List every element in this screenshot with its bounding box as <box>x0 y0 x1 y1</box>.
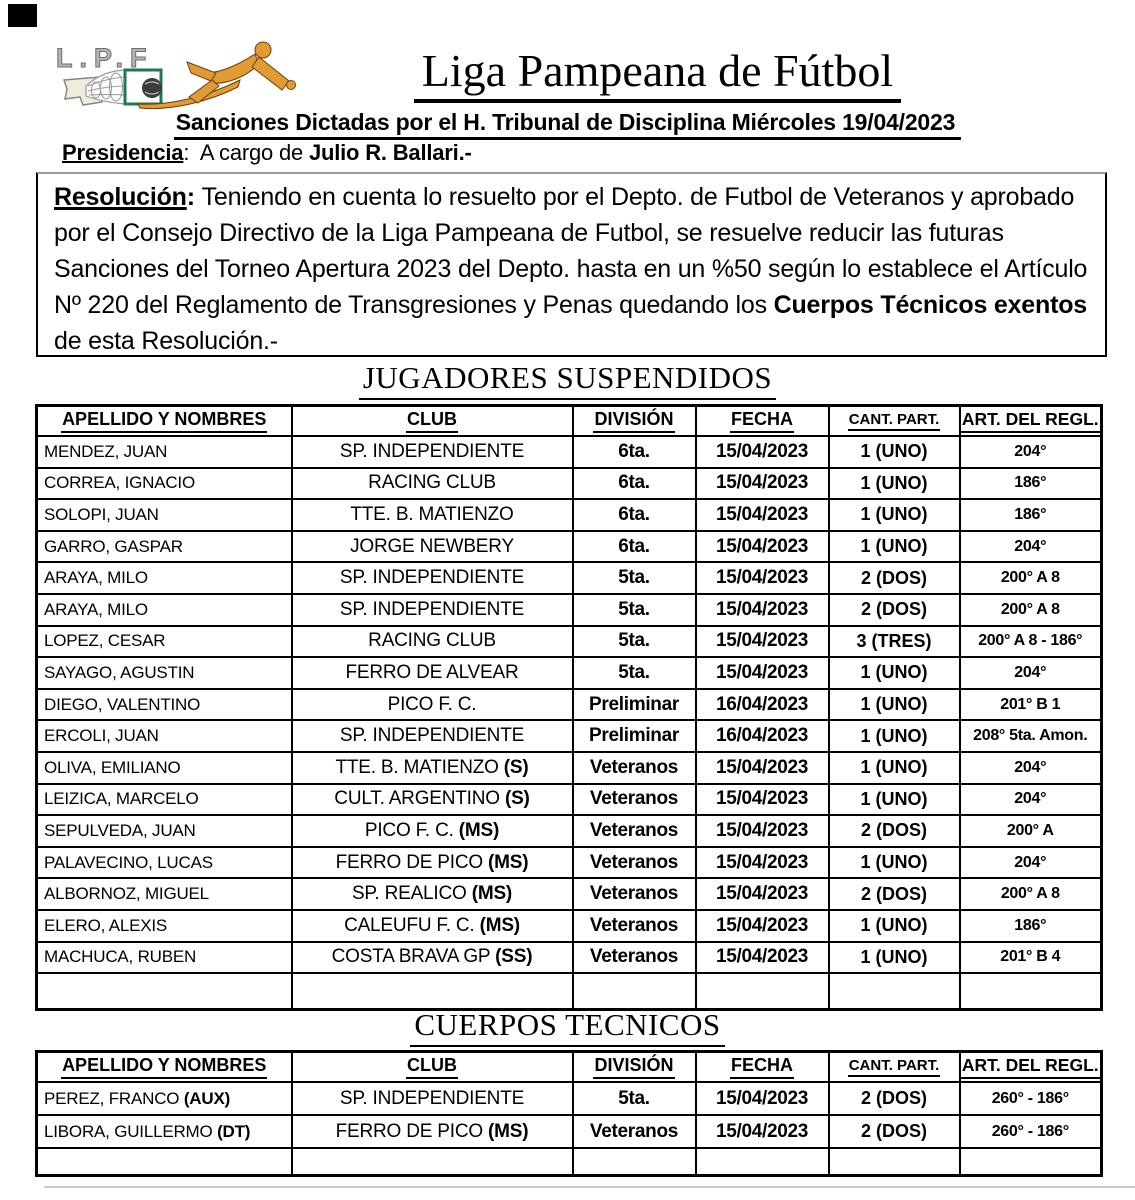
table-cell: 1 (UNO) <box>829 499 960 531</box>
cell-note: (S) <box>504 788 530 810</box>
column-header <box>292 406 573 437</box>
presidencia-name: Julio R. Ballari.- <box>308 140 472 165</box>
table-cell: Veteranos <box>573 878 696 910</box>
table-cell: 1 (UNO) <box>829 468 960 500</box>
table-cell: 204° <box>960 784 1102 816</box>
table-cell: 15/04/2023 <box>696 499 829 531</box>
table-cell: 1 (UNO) <box>829 531 960 563</box>
table-cell <box>829 1148 960 1176</box>
column-header <box>37 406 292 437</box>
cuerpos-table <box>35 1050 1103 1177</box>
table-cell: DIEGO, VALENTINO <box>37 689 292 721</box>
presidencia-separator: : A cargo de <box>183 140 309 165</box>
empty-row <box>37 1148 1102 1176</box>
column-header-label: APELLIDO Y NOMBRES <box>61 1055 267 1079</box>
table-cell: 1 (UNO) <box>829 657 960 689</box>
table-cell: PALAVECINO, LUCAS <box>37 847 292 879</box>
column-header-label: FECHA <box>730 1055 794 1079</box>
table-cell: 16/04/2023 <box>696 720 829 752</box>
table-cell: 204° <box>960 531 1102 563</box>
table-cell: 3 (TRES) <box>829 626 960 658</box>
resolution-box <box>36 172 1107 357</box>
table-cell: FERRO DE ALVEAR <box>292 657 573 689</box>
table-cell: Veteranos <box>573 752 696 784</box>
column-header-label: CANT. PART. <box>848 1057 941 1077</box>
table-cell: ELERO, ALEXIS <box>37 910 292 942</box>
table-cell: Veteranos <box>573 847 696 879</box>
table-cell: SAYAGO, AGUSTIN <box>37 657 292 689</box>
table-cell: 15/04/2023 <box>696 1082 829 1115</box>
table-cell: 1 (UNO) <box>829 784 960 816</box>
table-cell: 1 (UNO) <box>829 752 960 784</box>
table-cell: 200° A 8 <box>960 562 1102 594</box>
table-cell <box>37 973 292 1010</box>
table-cell: FERRO DE PICO (MS) <box>292 1115 573 1148</box>
table-cell <box>292 1148 573 1176</box>
table-cell: MENDEZ, JUAN <box>37 436 292 468</box>
table-cell: 186° <box>960 468 1102 500</box>
column-header <box>37 1052 292 1083</box>
table-row <box>37 562 1102 594</box>
header-row <box>37 406 1102 437</box>
table-cell: ARAYA, MILO <box>37 562 292 594</box>
column-header-label: DIVISIÓN <box>593 1055 674 1079</box>
table-cell <box>960 973 1102 1010</box>
cell-note: (MS) <box>458 819 500 841</box>
table-cell: 15/04/2023 <box>696 815 829 847</box>
empty-row <box>37 973 1102 1010</box>
header-row <box>37 1052 1102 1083</box>
table-cell <box>37 1148 292 1176</box>
table-cell <box>829 973 960 1010</box>
column-header <box>960 1052 1102 1083</box>
column-header <box>573 406 696 437</box>
table-row <box>37 815 1102 847</box>
table-row <box>37 910 1102 942</box>
cell-note: (DT) <box>217 1121 251 1141</box>
table-cell: 2 (DOS) <box>829 594 960 626</box>
table-cell: 6ta. <box>573 468 696 500</box>
table-row <box>37 942 1102 974</box>
page-edge-line <box>44 1186 1135 1188</box>
table-cell: LIBORA, GUILLERMO (DT) <box>37 1115 292 1148</box>
table-cell: CORREA, IGNACIO <box>37 468 292 500</box>
table-cell: Veteranos <box>573 815 696 847</box>
table-cell <box>292 973 573 1010</box>
column-header-label: DIVISIÓN <box>593 409 674 433</box>
table-cell: 6ta. <box>573 531 696 563</box>
table-cell: SEPULVEDA, JUAN <box>37 815 292 847</box>
table-cell: Preliminar <box>573 689 696 721</box>
column-header-label: ART. DEL REGL. <box>961 409 1100 433</box>
table-cell: OLIVA, EMILIANO <box>37 752 292 784</box>
presidencia-line <box>62 140 472 166</box>
table-cell: SP. INDEPENDIENTE <box>292 1082 573 1115</box>
table-cell: ERCOLI, JUAN <box>37 720 292 752</box>
table-cell: 2 (DOS) <box>829 562 960 594</box>
table-cell: 260° - 186° <box>960 1115 1102 1148</box>
table-cell: 5ta. <box>573 562 696 594</box>
table-row <box>37 784 1102 816</box>
table-cell: 2 (DOS) <box>829 815 960 847</box>
table-cell: 260° - 186° <box>960 1082 1102 1115</box>
table-cell: RACING CLUB <box>292 626 573 658</box>
cell-note: (MS) <box>488 851 529 873</box>
table-cell: RACING CLUB <box>292 468 573 500</box>
table-cell: 15/04/2023 <box>696 784 829 816</box>
table-cell <box>696 973 829 1010</box>
cell-note: (MS) <box>479 914 520 936</box>
table-cell: PICO F. C. <box>292 689 573 721</box>
table-cell: Veteranos <box>573 784 696 816</box>
sanctions-subtitle: Sanciones Dictadas por el H. Tribunal de Disciplina Miércoles 19/04/2023 <box>174 109 961 140</box>
cell-note: (S) <box>503 756 529 778</box>
table-cell <box>960 1148 1102 1176</box>
table-cell: TTE. B. MATIENZO (S) <box>292 752 573 784</box>
table-cell: 15/04/2023 <box>696 436 829 468</box>
table-cell: LEIZICA, MARCELO <box>37 784 292 816</box>
cell-note: (SS) <box>495 946 533 968</box>
table-cell: 15/04/2023 <box>696 910 829 942</box>
table-row <box>37 720 1102 752</box>
presidencia-label: Presidencia <box>62 140 184 165</box>
table-cell: 5ta. <box>573 1082 696 1115</box>
table-cell: 6ta. <box>573 499 696 531</box>
column-header <box>829 1052 960 1083</box>
table-row <box>37 752 1102 784</box>
table-cell: MACHUCA, RUBEN <box>37 942 292 974</box>
table-cell: SP. INDEPENDIENTE <box>292 594 573 626</box>
table-cell: COSTA BRAVA GP (SS) <box>292 942 573 974</box>
table-cell: SP. INDEPENDIENTE <box>292 436 573 468</box>
table-cell <box>573 973 696 1010</box>
column-header-label: CANT. PART. <box>848 411 941 431</box>
table-cell: 200° A 8 - 186° <box>960 626 1102 658</box>
table-cell: 1 (UNO) <box>829 847 960 879</box>
table-cell: 204° <box>960 657 1102 689</box>
table-row <box>37 626 1102 658</box>
table-row <box>37 594 1102 626</box>
table-cell <box>573 1148 696 1176</box>
table-cell: Preliminar <box>573 720 696 752</box>
table-cell: SP. REALICO (MS) <box>292 878 573 910</box>
column-header-label: ART. DEL REGL. <box>961 1055 1100 1079</box>
table-cell: Veteranos <box>573 1115 696 1148</box>
table-cell: 5ta. <box>573 626 696 658</box>
table-cell: ARAYA, MILO <box>37 594 292 626</box>
page-title: Liga Pampeana de Fútbol <box>414 46 901 103</box>
column-header <box>960 406 1102 437</box>
scan-artifact-mark <box>8 4 37 27</box>
soccer-ball-icon <box>142 78 162 98</box>
table-row <box>37 436 1102 468</box>
table-row <box>37 847 1102 879</box>
table-cell: Veteranos <box>573 910 696 942</box>
column-header <box>696 406 829 437</box>
table-cell: 201° B 1 <box>960 689 1102 721</box>
table-cell: JORGE NEWBERY <box>292 531 573 563</box>
table-cell: SP. INDEPENDIENTE <box>292 562 573 594</box>
table-cell: PICO F. C. (MS) <box>292 815 573 847</box>
table-row <box>37 499 1102 531</box>
table-cell: 6ta. <box>573 436 696 468</box>
resolution-segment: : <box>186 183 202 211</box>
table-cell: 1 (UNO) <box>829 436 960 468</box>
column-header-label: CLUB <box>406 1055 458 1079</box>
table-cell: 16/04/2023 <box>696 689 829 721</box>
table-cell: 15/04/2023 <box>696 594 829 626</box>
table-cell: 200° A <box>960 815 1102 847</box>
table-cell: 15/04/2023 <box>696 752 829 784</box>
cell-note: (MS) <box>488 1120 529 1142</box>
table-cell: 5ta. <box>573 657 696 689</box>
table-cell: 5ta. <box>573 594 696 626</box>
table-cell: 186° <box>960 499 1102 531</box>
column-header-label: FECHA <box>730 409 794 433</box>
resolution-segment: Cuerpos Técnicos exentos <box>773 291 1087 319</box>
table-cell: GARRO, GASPAR <box>37 531 292 563</box>
table-row <box>37 657 1102 689</box>
column-header-label: APELLIDO Y NOMBRES <box>61 409 267 433</box>
table-cell: 15/04/2023 <box>696 626 829 658</box>
table-cell: 204° <box>960 847 1102 879</box>
table-cell: 1 (UNO) <box>829 942 960 974</box>
table-row <box>37 468 1102 500</box>
table-cell: 2 (DOS) <box>829 878 960 910</box>
column-header <box>573 1052 696 1083</box>
table-cell: 204° <box>960 752 1102 784</box>
resolution-segment: de esta Resolución.- <box>54 327 278 355</box>
resolution-segment: Resolución <box>54 183 187 211</box>
table-cell: 200° A 8 <box>960 594 1102 626</box>
table-cell: 208° 5ta. Amon. <box>960 720 1102 752</box>
column-header <box>292 1052 573 1083</box>
table-cell: 1 (UNO) <box>829 910 960 942</box>
table-cell: 15/04/2023 <box>696 942 829 974</box>
table-cell: 186° <box>960 910 1102 942</box>
table-cell <box>696 1148 829 1176</box>
table-cell: SP. INDEPENDIENTE <box>292 720 573 752</box>
table-cell: 1 (UNO) <box>829 720 960 752</box>
table-cell: Veteranos <box>573 942 696 974</box>
resolution-segment: Teniendo en cuenta lo resuelto por el Depto. de Futbol de Veteranos y aprobado por el Consejo Directivo de la Liga Pampeana de Futbol, se resuelve reducir las futuras Sanciones del Torneo Apertura 2023 del Depto. hasta en un %50 según lo establece el Artículo Nº 220 del Reglamento de Transgresiones y Penas quedando los <box>54 183 1088 319</box>
table-cell: TTE. B. MATIENZO <box>292 499 573 531</box>
section-title-jugadores: JUGADORES SUSPENDIDOS <box>35 360 1100 400</box>
table-cell: CALEUFU F. C. (MS) <box>292 910 573 942</box>
table-cell: 15/04/2023 <box>696 531 829 563</box>
section-title-cuerpos: CUERPOS TECNICOS <box>35 1007 1100 1047</box>
cell-note: (AUX) <box>183 1088 231 1108</box>
table-cell: 2 (DOS) <box>829 1082 960 1115</box>
cell-note: (MS) <box>471 883 513 905</box>
column-header <box>696 1052 829 1083</box>
column-header-label: CLUB <box>406 409 458 433</box>
table-cell: 200° A 8 <box>960 878 1102 910</box>
resolution-text <box>54 183 1087 355</box>
table-cell: CULT. ARGENTINO (S) <box>292 784 573 816</box>
table-cell: 204° <box>960 436 1102 468</box>
table-cell: 15/04/2023 <box>696 468 829 500</box>
table-row <box>37 878 1102 910</box>
table-cell: 1 (UNO) <box>829 689 960 721</box>
table-cell: LOPEZ, CESAR <box>37 626 292 658</box>
table-cell: 15/04/2023 <box>696 657 829 689</box>
table-cell: 15/04/2023 <box>696 878 829 910</box>
table-row <box>37 689 1102 721</box>
table-cell: 15/04/2023 <box>696 847 829 879</box>
table-cell: FERRO DE PICO (MS) <box>292 847 573 879</box>
logo-text: L.P.F <box>56 43 154 73</box>
table-cell: SOLOPI, JUAN <box>37 499 292 531</box>
table-cell: 201° B 4 <box>960 942 1102 974</box>
table-cell: 15/04/2023 <box>696 562 829 594</box>
table-row <box>37 1082 1102 1115</box>
goal-net-icon <box>86 70 162 104</box>
table-cell: PEREZ, FRANCO (AUX) <box>37 1082 292 1115</box>
table-cell: ALBORNOZ, MIGUEL <box>37 878 292 910</box>
column-header <box>829 406 960 437</box>
table-cell: 15/04/2023 <box>696 1115 829 1148</box>
table-row <box>37 1115 1102 1148</box>
table-cell: 2 (DOS) <box>829 1115 960 1148</box>
jugadores-table <box>35 404 1103 1011</box>
table-row <box>37 531 1102 563</box>
